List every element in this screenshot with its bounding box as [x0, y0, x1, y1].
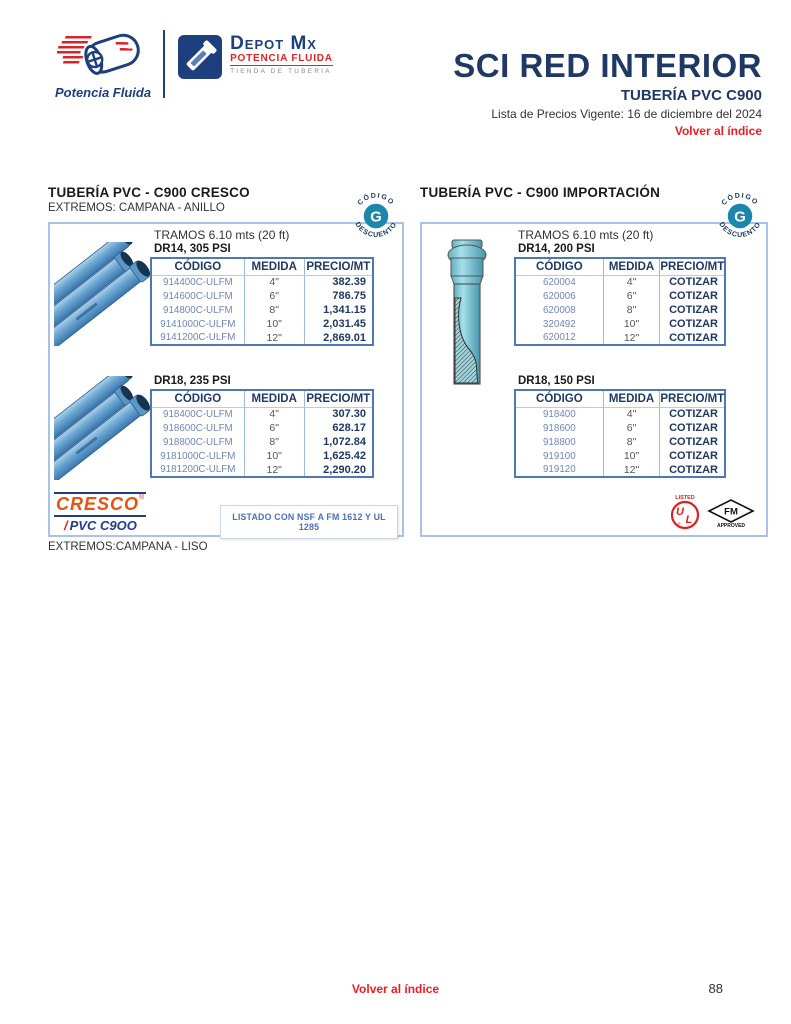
tramos-note: TRAMOS 6.10 mts (20 ft)	[154, 228, 290, 242]
cresco-product-box	[48, 222, 404, 537]
column-header: CÓDIGO	[515, 390, 603, 407]
table-row: 620012 12" COTIZAR	[515, 331, 725, 345]
table-row: 919120 12" COTIZAR	[515, 463, 725, 477]
potencia-fluida-label: Potencia Fluida	[55, 85, 152, 100]
depot-subtitle: POTENCIA FLUIDA	[230, 53, 333, 64]
column-header: PRECIO/MT	[304, 390, 373, 407]
table-row: 914800C-ULFM 8" 1,341.15	[151, 303, 373, 317]
pipe-cylinder-icon	[57, 26, 149, 84]
page-subtitle: TUBERÍA PVC C900	[620, 87, 762, 104]
column-header: MEDIDA	[603, 390, 660, 407]
dr-label: DR18, 235 PSI	[154, 375, 231, 387]
table-row: 918400 4" COTIZAR	[515, 407, 725, 421]
column-header: MEDIDA	[244, 258, 304, 275]
table-row: 320492 10" COTIZAR	[515, 317, 725, 331]
svg-text:U: U	[676, 506, 684, 518]
column-header: CÓDIGO	[515, 258, 603, 275]
depot-tagline: TIENDA DE TUBERIA	[230, 68, 332, 75]
title-block	[453, 48, 762, 140]
table-row: 9141200C-ULFM 12" 2,869.01	[151, 331, 373, 345]
depot-name: Depot Mx	[230, 33, 317, 54]
table-row: 9181000C-ULFM 10" 1,625.42	[151, 449, 373, 463]
badge-bottom-text: DESCUENTO	[717, 221, 763, 240]
table-row: 9141000C-ULFM 10" 2,031.45	[151, 317, 373, 331]
cresco-brand-logo	[54, 492, 174, 533]
table-row: 620008 8" COTIZAR	[515, 303, 725, 317]
table-row: 620006 6" COTIZAR	[515, 289, 725, 303]
depot-pipe-icon	[177, 34, 223, 80]
depot-mx-logo	[177, 34, 333, 80]
svg-text:®: ®	[677, 521, 681, 526]
importacion-product-box	[420, 222, 768, 537]
column-header: PRECIO/MT	[304, 258, 373, 275]
price-table-cresco-dr18	[150, 389, 374, 478]
section-title-cresco: TUBERÍA PVC - C900 CRESCO	[48, 185, 250, 200]
cresco-product-line: PVC C9OO	[69, 518, 137, 533]
table-row: 918400C-ULFM 4" 307.30	[151, 407, 373, 421]
potencia-fluida-logo	[55, 26, 151, 100]
page-title: SCI RED INTERIOR	[453, 47, 762, 84]
registered-mark: ®	[139, 494, 145, 501]
tramos-note: TRAMOS 6.10 mts (20 ft)	[518, 228, 654, 242]
back-to-index-link-bottom[interactable]: Volver al índice	[351, 982, 440, 996]
logo-divider	[163, 30, 165, 98]
section-cresco	[48, 185, 404, 553]
pvc-pipes-image	[54, 242, 152, 346]
badge-letter: G	[734, 209, 746, 226]
pvc-pipes-image	[54, 376, 152, 480]
table-row: 914400C-ULFM 4" 382.39	[151, 275, 373, 289]
table-row: 9181200C-ULFM 12" 2,290.20	[151, 463, 373, 477]
column-header: MEDIDA	[244, 390, 304, 407]
fm-approved-icon	[706, 496, 756, 530]
price-table-import-dr18	[514, 389, 726, 478]
cresco-slash: /	[64, 518, 68, 533]
badge-bottom-text: DESCUENTO	[353, 221, 399, 240]
bell-end-pipe-image	[438, 238, 498, 388]
cresco-wordmark: CRESCO	[56, 494, 140, 514]
discount-badge-icon	[712, 188, 768, 244]
svg-text:L: L	[685, 514, 693, 526]
table-row: 620004 4" COTIZAR	[515, 275, 725, 289]
discount-badge-icon	[348, 188, 404, 244]
column-header: PRECIO/MT	[660, 390, 725, 407]
page-number: 88	[708, 981, 723, 996]
svg-text:APPROVED: APPROVED	[716, 523, 746, 529]
price-table-import-dr14	[514, 257, 726, 346]
column-header: PRECIO/MT	[660, 258, 725, 275]
dr-label: DR14, 200 PSI	[518, 243, 595, 255]
table-row: 918800 8" COTIZAR	[515, 435, 725, 449]
badge-top-text: CÓDIGO	[720, 192, 760, 207]
header-logos	[55, 26, 333, 100]
svg-text:FM: FM	[724, 506, 738, 518]
section-extremos-cresco: EXTREMOS: CAMPANA - ANILLO	[48, 202, 225, 214]
column-header: CÓDIGO	[151, 258, 244, 275]
nsf-listing-note: LISTADO CON NSF A FM 1612 Y UL 1285	[220, 505, 398, 539]
svg-text:LISTED: LISTED	[675, 495, 695, 501]
table-row: 918800C-ULFM 8" 1,072.84	[151, 435, 373, 449]
badge-top-text: CÓDIGO	[356, 192, 396, 207]
dr-label: DR14, 305 PSI	[154, 243, 231, 255]
extremos-bottom-note: EXTREMOS:CAMPANA - LISO	[48, 541, 208, 553]
section-title-importacion: TUBERÍA PVC - C900 IMPORTACIÓN	[420, 185, 661, 200]
column-header: MEDIDA	[603, 258, 660, 275]
ul-listed-icon	[668, 492, 702, 534]
table-row: 918600 6" COTIZAR	[515, 421, 725, 435]
price-list-date: Lista de Precios Vigente: 16 de diciembre del 2024	[491, 107, 762, 121]
section-importacion	[420, 185, 768, 537]
column-header: CÓDIGO	[151, 390, 244, 407]
table-row: 914600C-ULFM 6" 786.75	[151, 289, 373, 303]
table-row: 918600C-ULFM 6" 628.17	[151, 421, 373, 435]
certification-logos	[668, 492, 756, 534]
badge-letter: G	[370, 209, 382, 226]
back-to-index-link-top[interactable]: Volver al índice	[674, 124, 762, 138]
dr-label: DR18, 150 PSI	[518, 375, 595, 387]
price-table-cresco-dr14	[150, 257, 374, 346]
table-row: 919100 10" COTIZAR	[515, 449, 725, 463]
